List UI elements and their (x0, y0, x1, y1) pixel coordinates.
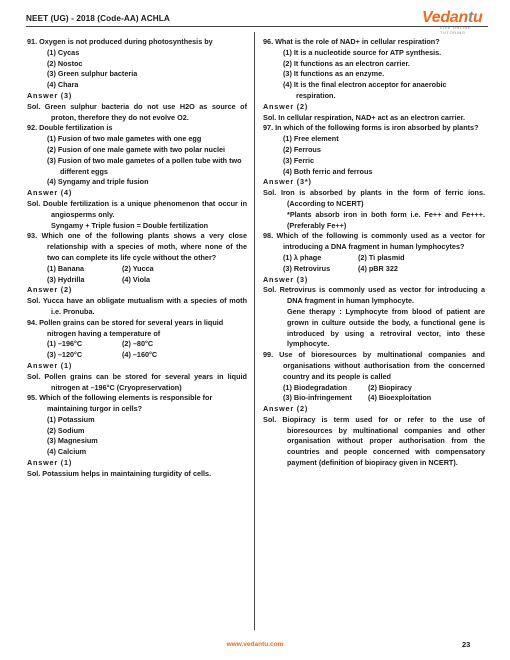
option: (1) Free element (283, 134, 339, 144)
option: (2) Biopiracy (368, 382, 412, 392)
option: (4) pBR 322 (358, 263, 398, 273)
options-row (263, 264, 485, 275)
question-92: 92. Double fertilization is (27, 123, 113, 133)
option: (4) Viola (122, 274, 151, 284)
option: (4) It is the final electron acceptor for anaerobic respiration. (283, 80, 447, 100)
option: (3) Ferric (283, 155, 315, 165)
option: (3) Green sulphur bacteria (47, 69, 138, 79)
option: (4) Both ferric and ferrous (283, 166, 373, 176)
option: (2) It functions as an electron carrier. (283, 58, 410, 68)
answer-95: Answer (1) (27, 458, 73, 468)
footer-link[interactable]: www.vedantu.com (226, 641, 284, 648)
page-header: NEET (UG) - 2018 (Code-AA) ACHLA (26, 14, 170, 23)
option: (3) –120°C (47, 350, 83, 360)
option: (2) Nostoc (47, 58, 83, 68)
answer-93: Answer (2) (27, 285, 73, 295)
question-93: 93. Which one of the following plants shows a very close relationship with a species of moth, where none of the two can complete its life cycle without the other? (27, 231, 247, 262)
header-rule (26, 26, 488, 27)
logo-tagline: LIVE ONLINE TUTORING (440, 25, 472, 35)
solution-92-note: Syngamy + Triple fusion = Double fertilization (51, 220, 209, 230)
solution-93: Sol. Yucca have an obligate mutualism with a species of moth i.e. Pronuba. (27, 296, 247, 316)
option: (2) Fusion of one male gamete with two polar nuclei (47, 144, 226, 154)
option: (2) Ti plasmid (358, 252, 405, 262)
solution-98-note: Gene therapy : Lymphocyte from blood of patient are grown in culture outside the body, a functional gene is introduced by using a retroviral vector, into these lymphocyte. (287, 306, 485, 349)
solution-94: Sol. Pollen grains can be stored for several years in liquid nitrogen at –196°C (Cryopreservation) (27, 371, 247, 392)
option: (2) Sodium (47, 425, 85, 435)
option: (3) It functions as an enzyme. (283, 69, 385, 79)
page-number: 23 (462, 640, 471, 649)
option: (3) Hydrilla (47, 274, 85, 284)
question-94: 94. Pollen grains can be stored for several years in liquid nitrogen having a temperature of (27, 317, 224, 338)
option: (4) Chara (47, 80, 79, 90)
option: (1) –196°C (47, 339, 83, 349)
answer-97: Answer (3*) (263, 177, 312, 187)
answer-96: Answer (2) (263, 101, 309, 111)
option: (1) Banana (47, 263, 85, 273)
options-row (27, 339, 247, 350)
answer-94: Answer (1) (27, 360, 73, 370)
solution-91: Sol. Green sulphur bacteria do not use H2O as source of proton, therefore they do not evolve O2. (27, 101, 247, 122)
option: (4) Bioexploitation (368, 393, 432, 403)
options-row (27, 350, 247, 361)
solution-96: Sol. In cellular respiration, NAD+ act as an electron carrier. (263, 112, 466, 122)
solution-97-note: *Plants absorb iron in both form i.e. Fe++ and Fe+++. (Preferably Fe++) (287, 209, 485, 230)
solution-92: Sol. Double fertilization is a unique phenomenon that occur in angiosperms only. (27, 198, 247, 219)
option: (4) Syngamy and triple fusion (47, 177, 149, 187)
option: (4) –160°C (122, 350, 158, 360)
option: (3) Magnesium (47, 436, 98, 446)
option: (4) Calcium (47, 447, 87, 457)
option: (1) Potassium (47, 414, 95, 424)
column-divider (254, 32, 255, 630)
options-row (263, 383, 485, 394)
option: (3) Fusion of two male gametes of a pollen tube with two different eggs (47, 155, 242, 176)
solution-99: Sol. Biopiracy is term used for or refer to the use of bioresources by multinational companies and other organisation without proper authorisation from the countries and people concerned with compensatory payment (definition of biopiracy given in NCERT). (263, 414, 485, 468)
question-97: 97. In which of the following forms is iron absorbed by plants? (263, 123, 479, 133)
option: (1) Cycas (47, 47, 80, 57)
answer-99: Answer (2) (263, 404, 309, 414)
right-column (263, 37, 485, 469)
option: (1) Fusion of two male gametes with one egg (47, 134, 202, 144)
options-row (27, 275, 247, 286)
question-96: 96. What is the role of NAD+ in cellular respiration? (263, 37, 440, 46)
logo-wordmark: Vedantu (422, 9, 483, 26)
option: (1) Biodegradation (283, 382, 348, 392)
solution-95: Sol. Potassium helps in maintaining turgidity of cells. (27, 468, 212, 478)
option: (3) Retrovirus (283, 263, 331, 273)
option: (3) Bio-infringement (283, 393, 352, 403)
question-95: 95. Which of the following elements is responsible for maintaining turgor in cells? (27, 393, 213, 414)
question-98: 98. Which of the following is commonly used as a vector for introducing a DNA fragment in human lymphocytes? (263, 231, 485, 252)
answer-91: Answer (3) (27, 90, 73, 100)
options-row (263, 393, 485, 404)
option: (2) Yucca (122, 263, 154, 273)
question-99: 99. Use of bioresources by multinational companies and organisations without authorisation from the concerned country and its people is called (263, 350, 485, 381)
options-row (263, 253, 485, 264)
option: (1) λ phage (283, 252, 322, 262)
answer-98: Answer (3) (263, 274, 309, 284)
left-column (27, 37, 247, 480)
answer-92: Answer (4) (27, 188, 73, 198)
option: (1) It is a nucleotide source for ATP synthesis. (283, 47, 442, 57)
solution-97: Sol. Iron is absorbed by plants in the form of ferric ions. (According to NCERT) (263, 188, 485, 208)
option: (2) Ferrous (283, 144, 321, 154)
solution-98: Sol. Retrovirus is commonly used as vector for introducing a DNA fragment in human lymphocyte. (263, 285, 485, 306)
option: (2) –80°C (122, 339, 154, 349)
options-row (27, 264, 247, 275)
question-91: 91. Oxygen is not produced during photosynthesis by (27, 37, 213, 46)
